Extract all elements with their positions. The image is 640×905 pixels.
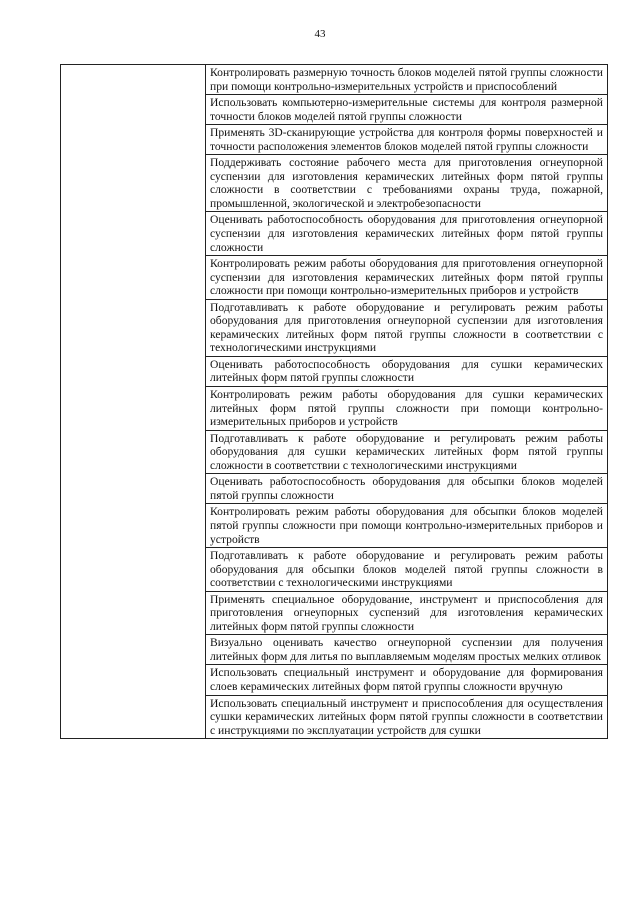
table-row: Оценивать работоспособность оборудования для сушки керамических литейных форм пятой группы сложности: [206, 356, 607, 386]
table-row: Оценивать работоспособность оборудования для обсыпки блоков моделей пятой группы сложности: [206, 473, 607, 503]
table-row: Оценивать работоспособность оборудования для приготовления огнеупорной суспензии для изготовления керамических литейных форм пятой группы сложности: [206, 211, 607, 255]
table-right-column: [206, 65, 607, 738]
table-row: Поддерживать состояние рабочего места для приготовления огнеупорной суспензии для изготовления керамических литейных форм пятой группы сложности в соответствии с требованиями охраны труда, пожарной, промышленной, экологической и электробезопасности: [206, 154, 607, 211]
table-row: Подготавливать к работе оборудование и регулировать режим работы оборудования для приготовления огнеупорной суспензии для изготовления керамических литейных форм пятой группы сложности в соответствии с технологическими инструкциями: [206, 299, 607, 356]
table-row: Контролировать режим работы оборудования для обсыпки блоков моделей пятой группы сложности при помощи контрольно-измерительных приборов и устройств: [206, 503, 607, 547]
page-number: 43: [314, 28, 326, 40]
table-row: Применять специальное оборудование, инструмент и приспособления для приготовления огнеупорных суспензий для изготовления керамических литейных форм пятой группы сложности: [206, 591, 607, 635]
table-row: Визуально оценивать качество огнеупорной суспензии для получения литейных форм для литья по выплавляемым моделям простых мелких отливок: [206, 634, 607, 664]
table-row: Подготавливать к работе оборудование и регулировать режим работы оборудования для сушки керамических литейных форм пятой группы сложности в соответствии с технологическими инструкциями: [206, 430, 607, 474]
table-row: Применять 3D-сканирующие устройства для контроля формы поверхностей и точности расположения элементов блоков моделей пятой группы сложности: [206, 124, 607, 154]
table-row: Использовать специальный инструмент и оборудование для формирования слоев керамических литейных форм пятой группы сложности вручную: [206, 664, 607, 694]
table-row: Использовать специальный инструмент и приспособления для осуществления сушки керамических литейных форм пятой группы сложности в соответствии с инструкциями по эксплуатации устройств для сушки: [206, 695, 607, 739]
skills-table: [60, 64, 608, 739]
table-row: Контролировать размерную точность блоков моделей пятой группы сложности при помощи контрольно-измерительных устройств и приспособлений: [210, 66, 603, 93]
table-row: Контролировать режим работы оборудования для приготовления огнеупорной суспензии для изготовления керамических литейных форм пятой группы сложности при помощи контрольно-измерительных приборов и устройств: [206, 255, 607, 299]
table-row: Подготавливать к работе оборудование и регулировать режим работы оборудования для обсыпки блоков моделей пятой группы сложности в соответствии с технологическими инструкциями: [206, 547, 607, 591]
table-row: Использовать компьютерно-измерительные системы для контроля размерной точности блоков моделей пятой группы сложности: [206, 94, 607, 124]
table-row: Контролировать режим работы оборудования для сушки керамических литейных форм пятой группы сложности при помощи контрольно-измерительных приборов и устройств: [206, 386, 607, 430]
table-left-column: [61, 65, 206, 738]
